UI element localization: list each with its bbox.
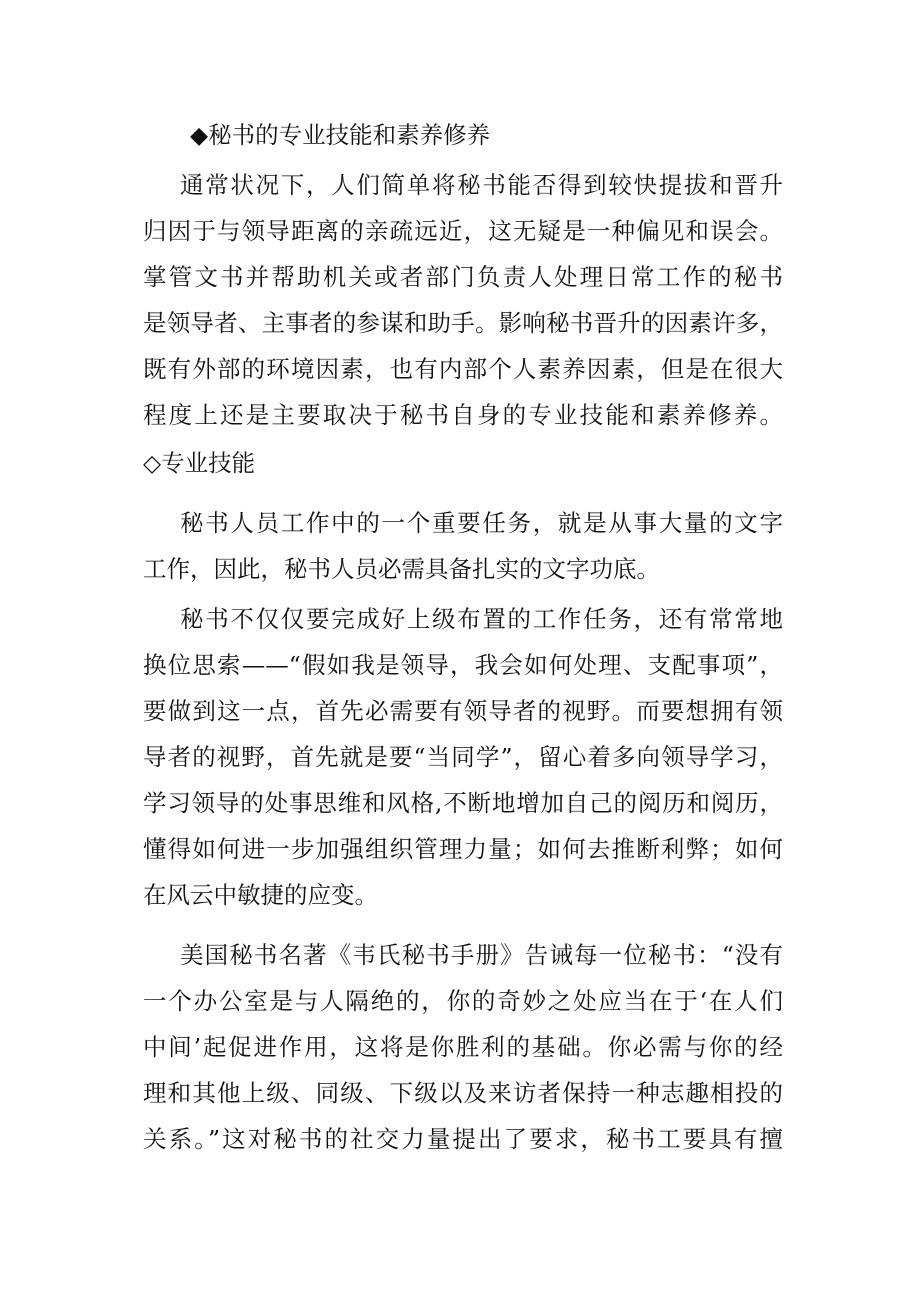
paragraph-line: 导者的视野，首先就是要“当同学”，留心着多向领导学习，: [143, 743, 783, 771]
paragraph-line: 既有外部的环境因素，也有内部个人素养因素，但是在很大: [143, 355, 783, 383]
paragraph-line: 一个办公室是与人隔绝的，你的奇妙之处应当在于‘在人们: [143, 987, 783, 1015]
paragraph-line: 秘书不仅仅要完成好上级布置的工作任务，还有常常地: [180, 605, 783, 633]
paragraph-line: 程度上还是主要取决于秘书自身的专业技能和素养修养。: [143, 401, 783, 429]
paragraph-line: 是领导者、主事者的参谋和助手。影响秘书晋升的因素许多，: [143, 309, 783, 337]
paragraph-line: 工作，因此，秘书人员必需具备扎实的文字功底。: [143, 555, 660, 583]
paragraph-line: 秘书人员工作中的一个重要任务，就是从事大量的文字: [180, 509, 783, 537]
paragraph-line: 学习领导的处事思维和风格,不断地增加自己的阅历和阅历，: [143, 789, 783, 817]
paragraph-line: 中间’起促进作用，这将是你胜利的基础。你必需与你的经: [143, 1033, 783, 1061]
paragraph-line: 换位思索——“假如我是领导，我会如何处理、支配事项”，: [143, 651, 783, 679]
paragraph-line: 美国秘书名著《韦氏秘书手册》告诫每一位秘书：“没有: [180, 941, 783, 969]
subheading: ◇专业技能: [143, 449, 256, 477]
paragraph-line: 懂得如何进一步加强组织管理力量；如何去推断利弊；如何: [143, 835, 783, 863]
paragraph-line: 理和其他上级、同级、下级以及来访者保持一种志趣相投的: [143, 1079, 783, 1107]
section-title: ◆秘书的专业技能和素养修养: [190, 121, 491, 149]
paragraph-line: 通常状况下，人们简单将秘书能否得到较快提拔和晋升: [180, 171, 783, 199]
paragraph-line: 在风云中敏捷的应变。: [143, 881, 378, 909]
paragraph-line: 归因于与领导距离的亲疏远近，这无疑是一种偏见和误会。: [143, 217, 783, 245]
paragraph-line: 要做到这一点，首先必需要有领导者的视野。而要想拥有领: [143, 697, 783, 725]
paragraph-line: 关系。”这对秘书的社交力量提出了要求，秘书工要具有擅: [143, 1125, 783, 1153]
paragraph-line: 掌管文书并帮助机关或者部门负责人处理日常工作的秘书: [143, 263, 783, 291]
